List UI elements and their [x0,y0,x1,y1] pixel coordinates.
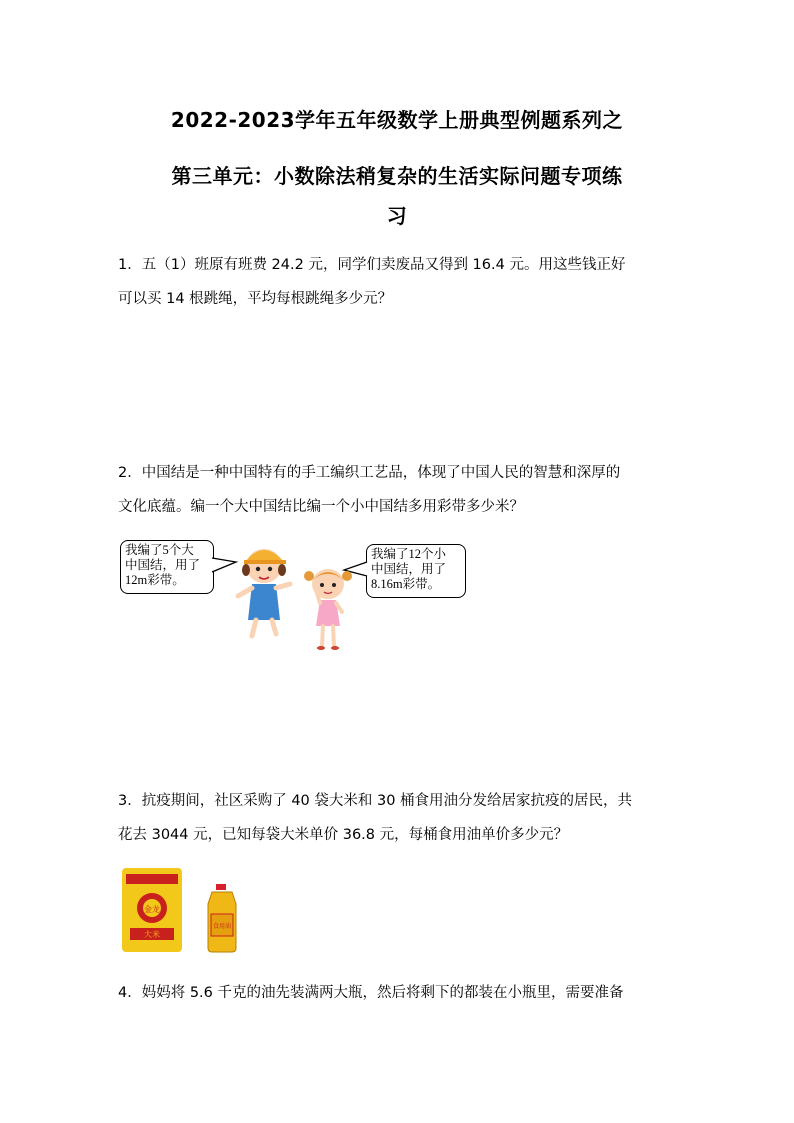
oil-text: 食用油 [212,923,232,930]
girl-bubble-line-1: 我编了12个小 [371,547,447,561]
title-line-3: 习 [386,204,408,228]
boy-speech-bubble [120,540,214,594]
question-4-line-1: 4．妈妈将 5.6 千克的油先装满两大瓶，然后将剩下的都装在小瓶里，需要准备 [118,985,624,1001]
question-4 [118,976,688,1010]
question-1-line-1: 1．五（1）班原有班费 24.2 元，同学们卖废品又得到 16.4 元。用这些钱正好 [118,257,626,273]
question-2 [118,456,688,524]
boy-bubble-line-3: 12m彩带。 [125,573,185,587]
question-3-line-1: 3．抗疫期间，社区采购了 40 袋大米和 30 桶食用油分发给居家抗疫的居民，共 [118,793,633,809]
girl-bubble-line-2: 中国结，用了 [371,562,447,576]
rice-text: 大米 [144,930,160,939]
question-2-line-2: 文化底蕴。编一个大中国结比编一个小中国结多用彩带多少米？ [118,499,524,515]
boy-cartoon-icon [232,540,302,640]
boy-bubble-line-2: 中国结，用了 [125,558,201,572]
question-3-line-2: 花去 3044 元，已知每袋大米单价 36.8 元，每桶食用油单价多少元？ [118,827,569,843]
question-3 [118,784,688,852]
question-1-line-2: 可以买 14 根跳绳，平均每根跳绳多少元？ [118,291,393,307]
title-line-1: 2022-2023学年五年级数学上册典型例题系列之 [170,108,624,132]
question-2-line-1: 2．中国结是一种中国特有的手工编织工艺品，体现了中国人民的智慧和深厚的 [118,465,621,481]
title-line-2: 第三单元：小数除法稍复杂的生活实际问题专项练 [171,164,623,188]
rice-bag-icon [120,866,184,954]
girl-cartoon-icon [298,560,358,660]
oil-bottle-icon [202,884,242,954]
girl-speech-bubble [366,544,466,598]
girl-bubble-line-3: 8.16m彩带。 [371,577,441,591]
rice-brand-text: 金龙 [144,905,160,914]
boy-bubble-line-1: 我编了5个大 [125,543,194,557]
question-1 [118,248,688,316]
